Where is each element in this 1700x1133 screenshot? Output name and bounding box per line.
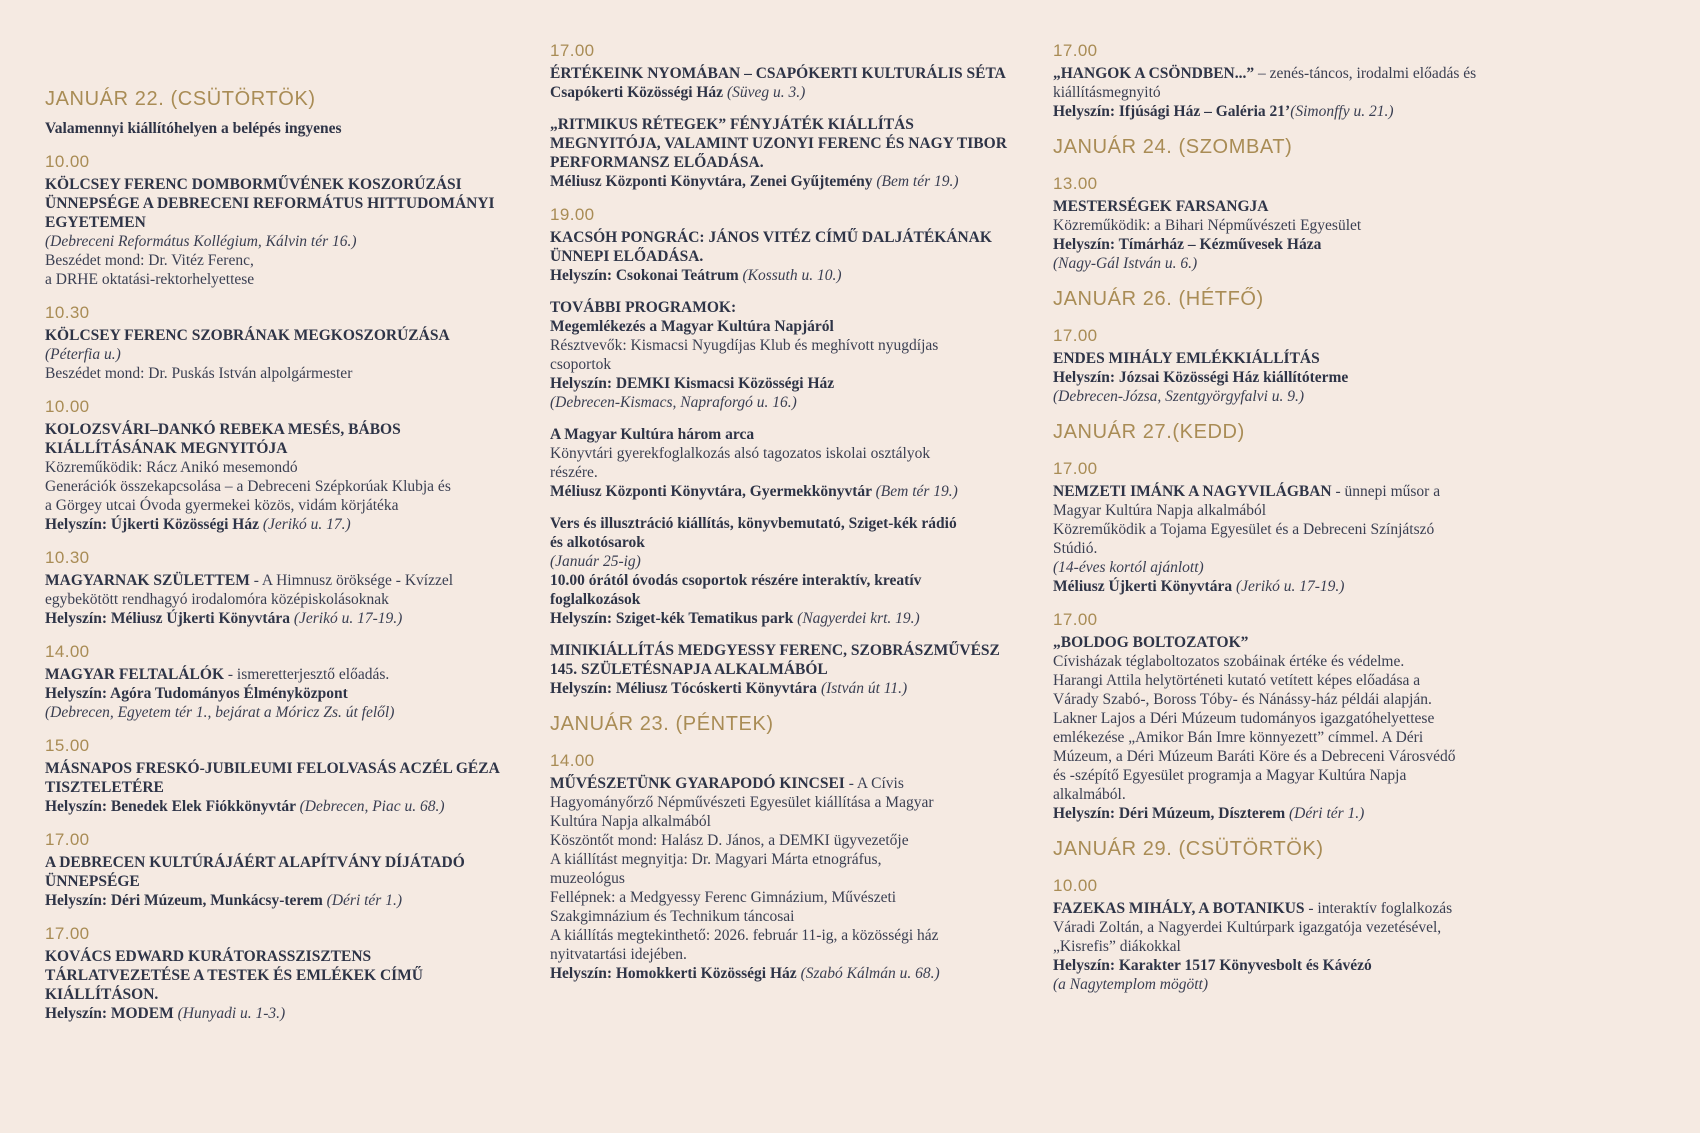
event-line <box>550 850 1028 869</box>
event-item <box>1053 40 1531 121</box>
text-segment: (Péterfia u.) <box>45 346 121 363</box>
text-segment: KÖLCSEY FERENC SZOBRÁNAK MEGKOSZORÚZÁSA <box>45 327 450 344</box>
event-line <box>550 774 1028 793</box>
text-segment: Közreműködik: a Bihari Népművészeti Egyesület <box>1053 217 1362 234</box>
text-segment: Váradi Zoltán, a Nagyerdei Kultúrpark igazgatója vezetésével, <box>1053 919 1442 936</box>
text-segment: alkalmából. <box>1053 786 1126 803</box>
text-segment: - A Cívis <box>844 775 904 792</box>
event-line <box>1053 766 1531 785</box>
event-time: 13.00 <box>1053 174 1098 193</box>
text-segment: Helyszín: Homokkerti Közösségi Ház <box>550 965 801 982</box>
event-line <box>45 515 523 534</box>
program-column-right <box>1053 40 1531 994</box>
text-segment: „BOLDOG BOLTOZATOK” <box>1053 634 1249 651</box>
date-header: JANUÁR 23. (PÉNTEK) <box>550 713 774 735</box>
event-line <box>1053 387 1531 406</box>
text-segment: ÉRTÉKEINK NYOMÁBAN – CSAPÓKERTI KULTURÁLIS SÉTA <box>550 65 1006 82</box>
text-segment: emlékezése „Amikor Bán Imre könnyezett” címmel. A Déri <box>1053 729 1424 746</box>
event-line <box>45 853 523 872</box>
event-item <box>1053 875 1531 994</box>
event-line <box>550 134 1028 153</box>
text-segment: (14-éves kortól ajánlott) <box>1053 559 1204 576</box>
event-time: 17.00 <box>550 41 595 60</box>
text-segment: foglalkozások <box>550 591 641 608</box>
text-segment: (Nagyerdei krt. 19.) <box>797 610 920 627</box>
event-line <box>45 477 523 496</box>
text-segment: Vers és illusztráció kiállítás, könyvbemutató, Sziget-kék rádió <box>550 515 957 532</box>
text-segment: Kultúra Napja alkalmából <box>550 813 711 830</box>
text-segment: TISZTELETÉRE <box>45 779 164 796</box>
text-segment: és alkotósarok <box>550 534 645 551</box>
date-header: JANUÁR 24. (SZOMBAT) <box>1053 136 1293 158</box>
event-line <box>550 926 1028 945</box>
event-line <box>550 317 1028 336</box>
text-segment: Közreműködik: Rácz Anikó mesemondó <box>45 459 298 476</box>
event-time: 10.00 <box>45 397 90 416</box>
event-line <box>1053 671 1531 690</box>
event-time: 10.30 <box>45 303 90 322</box>
event-line <box>45 458 523 477</box>
event-line <box>550 533 1028 552</box>
text-segment: Hagyományőrző Népművészeti Egyesület kiállítása a Magyar <box>550 794 934 811</box>
event-line <box>45 665 523 684</box>
event-line <box>1053 83 1531 102</box>
text-segment: (Hunyadi u. 1-3.) <box>177 1005 286 1022</box>
text-segment: Helyszín: Karakter 1517 Könyvesbolt és Kávézó <box>1053 957 1372 974</box>
text-segment: PERFORMANSZ ELŐADÁSA. <box>550 154 764 171</box>
event-line <box>550 482 1028 501</box>
event-line <box>1053 482 1531 501</box>
text-segment: ÜNNEPSÉGE A DEBRECENI REFORMÁTUS HITTUDOMÁNYI <box>45 195 495 212</box>
event-time: 17.00 <box>45 924 90 943</box>
text-segment: KIÁLLÍTÁSON. <box>45 986 159 1003</box>
text-segment: (Debrecen-Józsa, Szentgyörgyfalvi u. 9.) <box>1053 388 1305 405</box>
text-segment: muzeológus <box>550 870 625 887</box>
event-item <box>45 829 523 910</box>
text-segment: részére. <box>550 464 598 481</box>
event-time: 14.00 <box>45 642 90 661</box>
text-segment: (Szabó Kálmán u. 68.) <box>800 965 940 982</box>
event-time: 17.00 <box>45 830 90 849</box>
text-segment: (a Nagytemplom mögött) <box>1053 976 1208 993</box>
event-line <box>550 888 1028 907</box>
event-line <box>45 326 523 345</box>
event-item <box>550 115 1028 191</box>
event-time: 17.00 <box>1053 610 1098 629</box>
event-item <box>1053 173 1531 273</box>
event-line <box>550 945 1028 964</box>
text-segment: (Süveg u. 3.) <box>726 84 806 101</box>
text-segment: Köszöntőt mond: Halász D. János, a DEMKI ügyvezetője <box>550 832 909 849</box>
text-segment: kiállításmegnyitó <box>1053 84 1161 101</box>
event-time: 15.00 <box>45 736 90 755</box>
text-segment: (Jerikó u. 17.) <box>262 516 351 533</box>
event-line <box>550 609 1028 628</box>
event-item <box>45 396 523 534</box>
text-segment: - ünnepi műsor a <box>1331 483 1441 500</box>
text-segment: - ismeretterjesztő előadás. <box>224 666 390 683</box>
event-line <box>550 641 1028 660</box>
text-segment: Helyszín: DEMKI Kismacsi Közösségi Ház <box>550 375 835 392</box>
text-segment: (Kossuth u. 10.) <box>742 267 842 284</box>
text-segment: MEGNYITÓJA, VALAMINT UZONYI FERENC ÉS NAGY TIBOR <box>550 135 1007 152</box>
event-time: 19.00 <box>550 205 595 224</box>
event-line <box>550 444 1028 463</box>
text-segment: Harangi Attila helytörténeti kutató vetített képes előadása a <box>1053 672 1421 689</box>
date-note <box>45 119 523 138</box>
text-segment: Helyszín: Sziget-kék Tematikus park <box>550 610 798 627</box>
event-time: 10.30 <box>45 548 90 567</box>
text-segment: A DEBRECEN KULTÚRÁJÁÉRT ALAPÍTVÁNY DÍJÁTADÓ <box>45 854 465 871</box>
program-column-left <box>45 86 523 1023</box>
text-segment: - A Himnusz öröksége - Kvízzel <box>249 572 454 589</box>
event-line <box>1053 64 1531 83</box>
event-line <box>1053 520 1531 539</box>
text-segment: Fellépnek: a Medgyessy Ferenc Gimnázium, Művészeti <box>550 889 897 906</box>
event-line <box>45 985 523 1004</box>
event-line <box>45 778 523 797</box>
text-segment: (Debreceni Református Kollégium, Kálvin tér 16.) <box>45 233 357 250</box>
text-segment: Helyszín: Méliusz Újkerti Könyvtára <box>45 610 294 627</box>
event-item <box>45 923 523 1023</box>
event-time: 10.00 <box>45 152 90 171</box>
text-segment: MÁSNAPOS FRESKÓ-JUBILEUMI FELOLVASÁS ACZÉL GÉZA <box>45 760 500 777</box>
text-segment: a DRHE oktatási-rektorhelyettese <box>45 271 255 288</box>
text-segment: A Magyar Kultúra három arca <box>550 426 755 443</box>
text-segment: Résztvevők: Kismacsi Nyugdíjas Klub és meghívott nyugdíjas <box>550 337 939 354</box>
text-segment: Helyszín: Tímárház – Kézművesek Háza <box>1053 236 1322 253</box>
text-segment: (Bem tér 19.) <box>875 483 958 500</box>
event-line <box>1053 102 1531 121</box>
event-line <box>1053 539 1531 558</box>
event-line <box>45 872 523 891</box>
event-item <box>550 298 1028 412</box>
date-header: JANUÁR 26. (HÉTFŐ) <box>1053 288 1264 310</box>
event-line <box>550 679 1028 698</box>
text-segment: Helyszín: Józsai Közösségi Ház kiállítóterme <box>1053 369 1349 386</box>
event-line <box>45 213 523 232</box>
text-segment: – zenés-táncos, irodalmi előadás és <box>1254 65 1477 82</box>
text-segment: KÖLCSEY FERENC DOMBORMŰVÉNEK KOSZORÚZÁSI <box>45 176 462 193</box>
event-line <box>45 270 523 289</box>
event-line <box>550 869 1028 888</box>
event-line <box>1053 747 1531 766</box>
event-line <box>45 571 523 590</box>
event-line <box>550 571 1028 590</box>
event-line <box>550 83 1028 102</box>
text-segment: Helyszín: Ifjúsági Ház – Galéria 21’ <box>1053 103 1291 120</box>
event-line <box>550 298 1028 317</box>
event-line <box>1053 956 1531 975</box>
event-line <box>45 175 523 194</box>
text-segment: (Nagy-Gál István u. 6.) <box>1053 255 1198 272</box>
event-line <box>550 907 1028 926</box>
text-segment: Lakner Lajos a Déri Múzeum tudományos igazgatóhelyettese <box>1053 710 1435 727</box>
text-segment: TOVÁBBI PROGRAMOK: <box>550 299 737 316</box>
event-line <box>45 966 523 985</box>
text-segment: Méliusz Újkerti Könyvtára <box>1053 578 1236 595</box>
text-segment: ENDES MIHÁLY EMLÉKKIÁLLÍTÁS <box>1053 350 1320 367</box>
text-segment: ÜNNEPI ELŐADÁSA. <box>550 248 704 265</box>
text-segment: Magyar Kultúra Napja alkalmából <box>1053 502 1267 519</box>
event-item <box>1053 458 1531 596</box>
text-segment: 10.00 órától óvodás csoportok részére interaktív, kreatív <box>550 572 922 589</box>
text-segment: Helyszín: Méliusz Tócóskerti Könyvtára <box>550 680 821 697</box>
event-line <box>550 266 1028 285</box>
text-segment: KACSÓH PONGRÁC: JÁNOS VITÉZ CÍMŰ DALJÁTÉKÁNAK <box>550 229 992 246</box>
event-item <box>45 151 523 289</box>
event-line <box>550 831 1028 850</box>
event-line <box>550 355 1028 374</box>
text-segment: MAGYARNAK SZÜLETTEM <box>45 572 250 589</box>
event-line <box>1053 918 1531 937</box>
event-line <box>45 251 523 270</box>
text-segment: Generációk összekapcsolása – a Debreceni Szépkorúak Klubja és <box>45 478 451 495</box>
event-line <box>550 463 1028 482</box>
event-line <box>45 364 523 383</box>
text-segment: (Debrecen, Piac u. 68.) <box>299 798 445 815</box>
event-line <box>45 194 523 213</box>
event-line <box>1053 577 1531 596</box>
text-segment: „Kisrefis” diákokkal <box>1053 938 1181 955</box>
text-segment: nyitvatartási idejében. <box>550 946 687 963</box>
event-line <box>1053 785 1531 804</box>
event-line <box>1053 690 1531 709</box>
event-line <box>1053 197 1531 216</box>
event-item <box>45 547 523 628</box>
text-segment: Múzeum, a Déri Múzeum Baráti Köre és a Debreceni Városvédő <box>1053 748 1456 765</box>
text-segment: FAZEKAS MIHÁLY, A BOTANIKUS <box>1053 900 1305 917</box>
text-segment: A kiállítást megnyitja: Dr. Magyari Márta etnográfus, <box>550 851 882 868</box>
event-time: 17.00 <box>1053 41 1098 60</box>
text-segment: KIÁLLÍTÁSÁNAK MEGNYITÓJA <box>45 440 288 457</box>
event-line <box>45 345 523 364</box>
text-segment: MESTERSÉGEK FARSANGJA <box>1053 198 1269 215</box>
text-segment: csoportok <box>550 356 612 373</box>
event-line <box>45 496 523 515</box>
text-segment: (István út 11.) <box>820 680 908 697</box>
event-line <box>45 891 523 910</box>
event-line <box>1053 804 1531 823</box>
text-segment: Közreműködik a Tojama Egyesület és a Debreceni Színjátszó <box>1053 521 1435 538</box>
event-line <box>45 119 523 138</box>
text-segment: „RITMIKUS RÉTEGEK” FÉNYJÁTÉK KIÁLLÍTÁS <box>550 116 914 133</box>
event-line <box>1053 728 1531 747</box>
event-line <box>550 514 1028 533</box>
event-line <box>550 153 1028 172</box>
text-segment: (Január 25-ig) <box>550 553 641 570</box>
text-segment: (Déri tér 1.) <box>1289 805 1365 822</box>
text-segment: MAGYAR FELTALÁLÓK <box>45 666 224 683</box>
event-line <box>45 703 523 722</box>
text-segment: Beszédet mond: Dr. Puskás István alpolgármester <box>45 365 353 382</box>
text-segment: ÜNNEPSÉGE <box>45 873 140 890</box>
event-line <box>550 115 1028 134</box>
text-segment: A kiállítás megtekinthető: 2026. február 11-ig, a közösségi ház <box>550 927 939 944</box>
event-time: 14.00 <box>550 751 595 770</box>
event-line <box>45 684 523 703</box>
event-line <box>550 172 1028 191</box>
event-line <box>1053 254 1531 273</box>
text-segment: MŰVÉSZETÜNK GYARAPODÓ KINCSEI <box>550 775 845 792</box>
event-time: 17.00 <box>1053 459 1098 478</box>
event-line <box>45 590 523 609</box>
event-line <box>45 609 523 628</box>
event-line <box>45 439 523 458</box>
text-segment: 145. SZÜLETÉSNAPJA ALKALMÁBÓL <box>550 661 828 678</box>
text-segment: KOLOZSVÁRI–DANKÓ REBEKA MESÉS, BÁBOS <box>45 421 401 438</box>
text-segment: Beszédet mond: Dr. Vitéz Ferenc, <box>45 252 254 269</box>
text-segment: a Görgey utcai Óvoda gyermekei közös, vidám körjátéka <box>45 497 399 514</box>
text-segment: Helyszín: Csokonai Teátrum <box>550 267 743 284</box>
date-header: JANUÁR 29. (CSÜTÖRTÖK) <box>1053 838 1324 860</box>
text-segment: TÁRLATVEZETÉSE A TESTEK ÉS EMLÉKEK CÍMŰ <box>45 967 424 984</box>
text-segment: Várady Szabó-, Boross Tóby- és Nánássy-ház példái alapján. <box>1053 691 1432 708</box>
event-line <box>550 964 1028 983</box>
text-segment: és -szépítő Egyesület programja a Magyar Kultúra Napja <box>1053 767 1407 784</box>
event-line <box>1053 899 1531 918</box>
event-item <box>550 204 1028 285</box>
text-segment: Szakgimnázium és Technikum táncosai <box>550 908 795 925</box>
text-segment: - interaktív foglalkozás <box>1304 900 1453 917</box>
event-line <box>550 660 1028 679</box>
text-segment: Helyszín: MODEM <box>45 1005 178 1022</box>
text-segment: Valamennyi kiállítóhelyen a belépés ingyenes <box>45 120 342 137</box>
text-segment: (Debrecen, Egyetem tér 1., bejárat a Móricz Zs. út felől) <box>45 704 395 721</box>
event-line <box>1053 349 1531 368</box>
event-item <box>550 40 1028 102</box>
text-segment: MINIKIÁLLÍTÁS MEDGYESSY FERENC, SZOBRÁSZMŰVÉSZ <box>550 642 1000 659</box>
text-segment: Stúdió. <box>1053 540 1098 557</box>
event-item <box>45 641 523 722</box>
event-line <box>550 247 1028 266</box>
text-segment: EGYETEMEN <box>45 214 146 231</box>
text-segment: Megemlékezés a Magyar Kultúra Napjáról <box>550 318 834 335</box>
text-segment: Helyszín: Déri Múzeum, Díszterem <box>1053 805 1290 822</box>
event-line <box>45 797 523 816</box>
text-segment: Helyszín: Benedek Elek Fiókkönyvtár <box>45 798 300 815</box>
event-line <box>1053 368 1531 387</box>
text-segment: (Jerikó u. 17-19.) <box>293 610 403 627</box>
event-line <box>550 552 1028 571</box>
event-item <box>45 302 523 383</box>
event-item <box>550 514 1028 628</box>
text-segment: Cívisházak téglaboltozatos szobáinak értéke és védelme. <box>1053 653 1405 670</box>
text-segment: KOVÁCS EDWARD KURÁTORASSZISZTENS <box>45 948 372 965</box>
text-segment: (Debrecen-Kismacs, Napraforgó u. 16.) <box>550 394 797 411</box>
text-segment: (Simonffy u. 21.) <box>1290 103 1394 120</box>
event-line <box>550 228 1028 247</box>
event-line <box>550 590 1028 609</box>
event-line <box>45 1004 523 1023</box>
event-item <box>1053 325 1531 406</box>
event-line <box>1053 975 1531 994</box>
text-segment: NEMZETI IMÁNK A NAGYVILÁGBAN <box>1053 483 1332 500</box>
event-line <box>1053 216 1531 235</box>
text-segment: Méliusz Központi Könyvtára, Gyermekkönyvtár <box>550 483 876 500</box>
date-header: JANUÁR 27.(KEDD) <box>1053 421 1245 443</box>
event-item <box>550 641 1028 698</box>
event-line <box>550 812 1028 831</box>
event-line <box>45 759 523 778</box>
text-segment: Helyszín: Déri Múzeum, Munkácsy-terem <box>45 892 327 909</box>
event-line <box>1053 633 1531 652</box>
event-line <box>550 374 1028 393</box>
event-line <box>1053 501 1531 520</box>
event-line <box>1053 235 1531 254</box>
text-segment: „HANGOK A CSÖNDBEN...” <box>1053 65 1255 82</box>
event-line <box>1053 652 1531 671</box>
event-line <box>550 393 1028 412</box>
text-segment: Csapókerti Közösségi Ház <box>550 84 727 101</box>
event-line <box>550 64 1028 83</box>
event-line <box>1053 558 1531 577</box>
event-line <box>45 420 523 439</box>
event-line <box>45 232 523 251</box>
text-segment: (Bem tér 19.) <box>876 173 959 190</box>
text-segment: Méliusz Központi Könyvtára, Zenei Gyűjtemény <box>550 173 877 190</box>
text-segment: Helyszín: Agóra Tudományos Élményközpont <box>45 685 348 702</box>
text-segment: Könyvtári gyerekfoglalkozás alsó tagozatos iskolai osztályok <box>550 445 931 462</box>
event-item <box>1053 609 1531 823</box>
text-segment: (Déri tér 1.) <box>326 892 402 909</box>
date-header: JANUÁR 22. (CSÜTÖRTÖK) <box>45 88 316 110</box>
event-time: 17.00 <box>1053 326 1098 345</box>
text-segment: (Jerikó u. 17-19.) <box>1235 578 1345 595</box>
event-line <box>550 425 1028 444</box>
program-column-middle <box>550 40 1028 983</box>
event-line <box>550 793 1028 812</box>
event-item <box>550 750 1028 983</box>
event-line <box>45 947 523 966</box>
text-segment: Helyszín: Újkerti Közösségi Ház <box>45 516 263 533</box>
event-line <box>1053 937 1531 956</box>
event-time: 10.00 <box>1053 876 1098 895</box>
event-line <box>550 336 1028 355</box>
event-item <box>550 425 1028 501</box>
event-item <box>45 735 523 816</box>
text-segment: egybekötött rendhagyó irodalomóra középiskolásoknak <box>45 591 389 608</box>
event-line <box>1053 709 1531 728</box>
